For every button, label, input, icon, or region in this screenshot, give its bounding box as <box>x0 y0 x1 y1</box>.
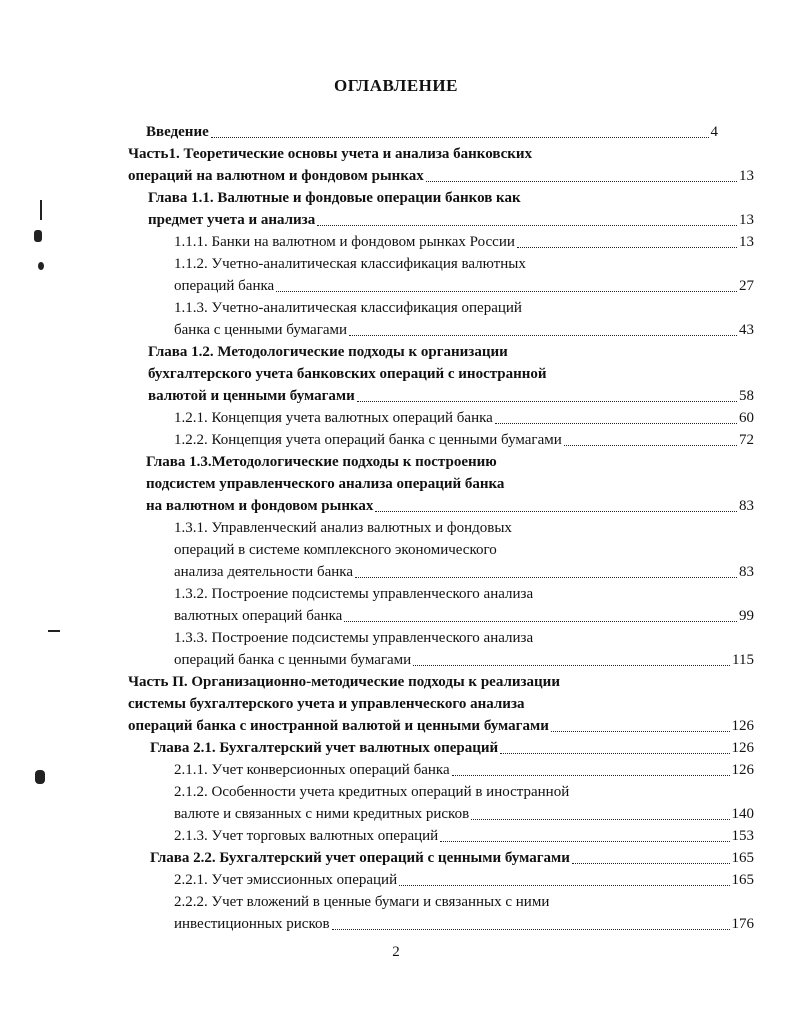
page-title: ОГЛАВЛЕНИЕ <box>334 76 458 95</box>
scan-artifact <box>35 770 45 784</box>
toc-entry: валюте и связанных с ними кредитных рисков 140 <box>174 806 754 822</box>
toc-entry: валютой и ценными бумагами 58 <box>148 388 754 404</box>
scan-artifact <box>48 630 60 632</box>
page-number: 2 <box>392 944 400 960</box>
toc-entry: Часть1. Теоретические основы учета и анализа банковских <box>128 146 533 162</box>
toc-entry: анализа деятельности банка 83 <box>174 564 754 580</box>
toc-entry: 1.3.2. Построение подсистемы управленческого анализа <box>174 586 534 602</box>
toc-entry: Часть П. Организационно-методические подходы к реализации <box>128 674 560 690</box>
toc-entry: 1.1.1. Банки на валютном и фондовом рынках России 13 <box>174 234 754 250</box>
toc-entry: инвестиционных рисков 176 <box>174 916 754 932</box>
toc-entry: 1.3.1. Управленческий анализ валютных и фондовых <box>174 520 512 536</box>
toc-entry: 1.1.2. Учетно-аналитическая классификация валютных <box>174 256 526 272</box>
toc-entry: операций банка с ценными бумагами 115 <box>174 652 754 668</box>
toc-entry: операций банка 27 <box>174 278 754 294</box>
toc-entry: операций на валютном и фондовом рынках 13 <box>128 168 754 184</box>
toc-entry: Глава 2.2. Бухгалтерский учет операций с ценными бумагами 165 <box>150 850 754 866</box>
toc-entry: 1.1.3. Учетно-аналитическая классификация операций <box>174 300 522 316</box>
scan-artifact <box>38 262 44 270</box>
toc-entry: 2.2.2. Учет вложений в ценные бумаги и связанных с ними <box>174 894 550 910</box>
toc-entry: операций банка с иностранной валютой и ценными бумагами 126 <box>128 718 754 734</box>
toc-entry: валютных операций банка 99 <box>174 608 754 624</box>
toc-entry: 2.1.1. Учет конверсионных операций банка 126 <box>174 762 754 778</box>
toc-entry: системы бухгалтерского учета и управленческого анализа <box>128 696 525 712</box>
toc-entry: 2.1.2. Особенности учета кредитных операций в иностранной <box>174 784 570 800</box>
toc-entry: Глава 1.3.Методологические подходы к построению <box>146 454 497 470</box>
toc-entry: бухгалтерского учета банковских операций с иностранной <box>148 366 547 382</box>
toc-entry: Глава 1.2. Методологические подходы к организации <box>148 344 508 360</box>
scan-artifact <box>40 200 42 220</box>
toc-entry: 2.1.3. Учет торговых валютных операций 153 <box>174 828 754 844</box>
toc-entry: Глава 1.1. Валютные и фондовые операции банков как <box>148 190 521 206</box>
toc-entry: Введение 4 <box>146 124 718 140</box>
toc-entry: 1.3.3. Построение подсистемы управленческого анализа <box>174 630 534 646</box>
toc-entry: 2.2.1. Учет эмиссионных операций 165 <box>174 872 754 888</box>
toc-entry: на валютном и фондовом рынках 83 <box>146 498 754 514</box>
toc-entry: Глава 2.1. Бухгалтерский учет валютных операций 126 <box>150 740 754 756</box>
scan-artifact <box>34 230 42 242</box>
toc-entry: подсистем управленческого анализа операций банка <box>146 476 505 492</box>
toc-entry: 1.2.1. Концепция учета валютных операций банка 60 <box>174 410 754 426</box>
toc-entry: операций в системе комплексного экономического <box>174 542 497 558</box>
toc-entry: 1.2.2. Концепция учета операций банка с ценными бумагами 72 <box>174 432 754 448</box>
toc-entry: предмет учета и анализа 13 <box>148 212 754 228</box>
toc-entry: банка с ценными бумагами 43 <box>174 322 754 338</box>
